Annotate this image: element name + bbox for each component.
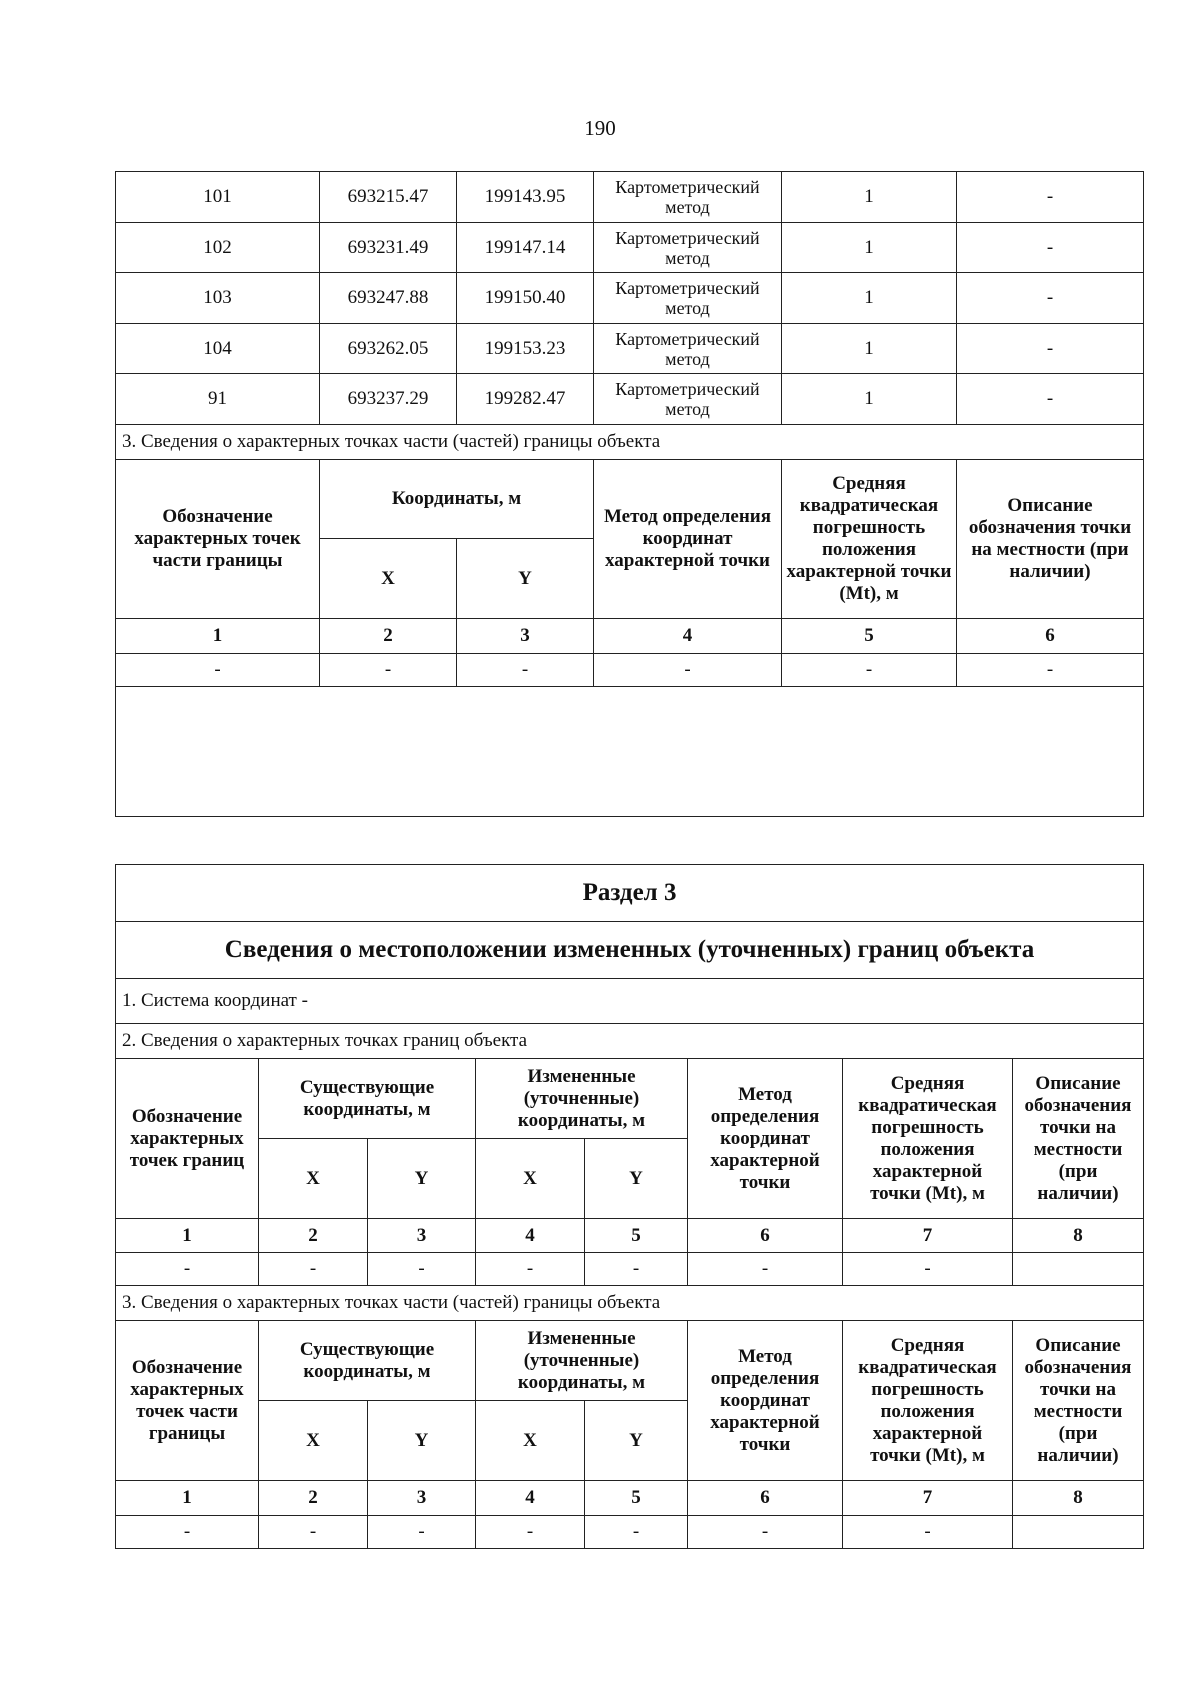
header-description: Описание обозначения точки на местности (при наличии) xyxy=(1013,1321,1144,1481)
column-numbers-row xyxy=(116,1481,1144,1516)
point-accuracy: 1 xyxy=(782,273,957,324)
header-y: Y xyxy=(368,1401,476,1481)
column-number: 5 xyxy=(585,1219,688,1253)
point-method: Картометрический метод xyxy=(594,273,782,324)
column-number: 4 xyxy=(594,619,782,654)
empty-cell xyxy=(1013,1516,1144,1549)
header-accuracy: Средняя квадратическая погрешность положения характерной точки (Mt), м xyxy=(782,460,957,619)
empty-cell: - xyxy=(843,1253,1013,1286)
blank-area xyxy=(116,687,1144,817)
column-number: 7 xyxy=(843,1219,1013,1253)
section-subtitle: Сведения о местоположении измененных (уточненных) границ объекта xyxy=(116,922,1144,979)
header-existing-coordinates: Существующие координаты, м xyxy=(259,1059,476,1139)
point-y: 199150.40 xyxy=(457,273,594,324)
point-y: 199282.47 xyxy=(457,374,594,425)
point-description: - xyxy=(957,273,1144,324)
header-designation: Обозначение характерных точек границ xyxy=(116,1059,259,1219)
header-y: Y xyxy=(457,539,594,619)
point-accuracy: 1 xyxy=(782,324,957,374)
point-description: - xyxy=(957,324,1144,374)
header-changed-coordinates: Измененные (уточненные) координаты, м xyxy=(476,1321,688,1401)
column-number: 3 xyxy=(368,1481,476,1516)
empty-cell: - xyxy=(782,654,957,687)
boundary-points-heading: 2. Сведения о характерных точках границ объекта xyxy=(116,1024,1144,1059)
column-number: 1 xyxy=(116,619,320,654)
column-number: 6 xyxy=(688,1481,843,1516)
header-y: Y xyxy=(585,1139,688,1219)
header-description: Описание обозначения точки на местности (при наличии) xyxy=(957,460,1144,619)
empty-cell: - xyxy=(116,654,320,687)
point-accuracy: 1 xyxy=(782,223,957,273)
empty-cell: - xyxy=(585,1253,688,1286)
part-points-heading: 3. Сведения о характерных точках части (частей) границы объекта xyxy=(116,1286,1144,1321)
column-number: 2 xyxy=(320,619,457,654)
page-number: 190 xyxy=(584,116,616,140)
header-accuracy: Средняя квадратическая погрешность положения характерной точки (Mt), м xyxy=(843,1059,1013,1219)
column-numbers-row xyxy=(116,619,1144,654)
point-id: 104 xyxy=(116,324,320,374)
column-number: 3 xyxy=(457,619,594,654)
header-description: Описание обозначения точки на местности (при наличии) xyxy=(1013,1059,1144,1219)
point-method: Картометрический метод xyxy=(594,223,782,273)
column-numbers-row xyxy=(116,1219,1144,1253)
point-y: 199147.14 xyxy=(457,223,594,273)
empty-cell: - xyxy=(116,1516,259,1549)
column-number: 1 xyxy=(116,1481,259,1516)
point-x: 693262.05 xyxy=(320,324,457,374)
table-row xyxy=(116,223,1144,273)
header-x: X xyxy=(320,539,457,619)
empty-cell xyxy=(1013,1253,1144,1286)
header-designation-part: Обозначение характерных точек части границы xyxy=(116,1321,259,1481)
empty-cell: - xyxy=(368,1516,476,1549)
header-method: Метод определения координат характерной точки xyxy=(594,460,782,619)
empty-cell: - xyxy=(688,1253,843,1286)
empty-cell: - xyxy=(476,1516,585,1549)
table-row xyxy=(116,172,1144,223)
header-y: Y xyxy=(368,1139,476,1219)
column-number: 4 xyxy=(476,1219,585,1253)
column-number: 3 xyxy=(368,1219,476,1253)
point-x: 693231.49 xyxy=(320,223,457,273)
header-existing-coordinates: Существующие координаты, м xyxy=(259,1321,476,1401)
empty-cell: - xyxy=(476,1253,585,1286)
column-number: 6 xyxy=(688,1219,843,1253)
point-y: 199143.95 xyxy=(457,172,594,223)
point-id: 102 xyxy=(116,223,320,273)
point-x: 693247.88 xyxy=(320,273,457,324)
point-x: 693215.47 xyxy=(320,172,457,223)
column-number: 4 xyxy=(476,1481,585,1516)
header-coordinates: Координаты, м xyxy=(320,460,594,539)
section3-table xyxy=(115,864,1144,1549)
point-accuracy: 1 xyxy=(782,374,957,425)
column-number: 2 xyxy=(259,1481,368,1516)
point-id: 103 xyxy=(116,273,320,324)
empty-cell: - xyxy=(320,654,457,687)
point-accuracy: 1 xyxy=(782,172,957,223)
header-method: Метод определения координат характерной точки xyxy=(688,1059,843,1219)
table-row xyxy=(116,374,1144,425)
empty-cell: - xyxy=(259,1253,368,1286)
column-number: 8 xyxy=(1013,1481,1144,1516)
header-designation: Обозначение характерных точек части границы xyxy=(116,460,320,619)
point-x: 693237.29 xyxy=(320,374,457,425)
section-title: Раздел 3 xyxy=(116,865,1144,922)
point-method: Картометрический метод xyxy=(594,172,782,223)
column-number: 7 xyxy=(843,1481,1013,1516)
empty-cell: - xyxy=(594,654,782,687)
header-y: Y xyxy=(585,1401,688,1481)
empty-cell: - xyxy=(368,1253,476,1286)
point-description: - xyxy=(957,223,1144,273)
column-number: 2 xyxy=(259,1219,368,1253)
header-x: X xyxy=(476,1139,585,1219)
point-method: Картометрический метод xyxy=(594,324,782,374)
empty-cell: - xyxy=(957,654,1144,687)
table-row xyxy=(116,273,1144,324)
column-number: 5 xyxy=(782,619,957,654)
empty-cell: - xyxy=(457,654,594,687)
point-y: 199153.23 xyxy=(457,324,594,374)
point-method: Картометрический метод xyxy=(594,374,782,425)
empty-data-row xyxy=(116,1516,1144,1549)
column-number: 6 xyxy=(957,619,1144,654)
empty-cell: - xyxy=(116,1253,259,1286)
column-number: 8 xyxy=(1013,1219,1144,1253)
point-description: - xyxy=(957,172,1144,223)
point-id: 91 xyxy=(116,374,320,425)
empty-data-row xyxy=(116,654,1144,687)
empty-data-row xyxy=(116,1253,1144,1286)
coordinate-system: 1. Система координат - xyxy=(116,979,1144,1024)
empty-cell: - xyxy=(585,1516,688,1549)
header-accuracy: Средняя квадратическая погрешность положения характерной точки (Mt), м xyxy=(843,1321,1013,1481)
section2-continuation-table xyxy=(115,171,1144,817)
column-number: 1 xyxy=(116,1219,259,1253)
table-row xyxy=(116,324,1144,374)
empty-cell: - xyxy=(259,1516,368,1549)
header-x: X xyxy=(259,1401,368,1481)
point-description: - xyxy=(957,374,1144,425)
header-method: Метод определения координат характерной точки xyxy=(688,1321,843,1481)
header-changed-coordinates: Измененные (уточненные) координаты, м xyxy=(476,1059,688,1139)
empty-cell: - xyxy=(688,1516,843,1549)
header-x: X xyxy=(476,1401,585,1481)
point-id: 101 xyxy=(116,172,320,223)
header-x: X xyxy=(259,1139,368,1219)
empty-cell: - xyxy=(843,1516,1013,1549)
part-points-heading: 3. Сведения о характерных точках части (частей) границы объекта xyxy=(116,425,1144,460)
column-number: 5 xyxy=(585,1481,688,1516)
